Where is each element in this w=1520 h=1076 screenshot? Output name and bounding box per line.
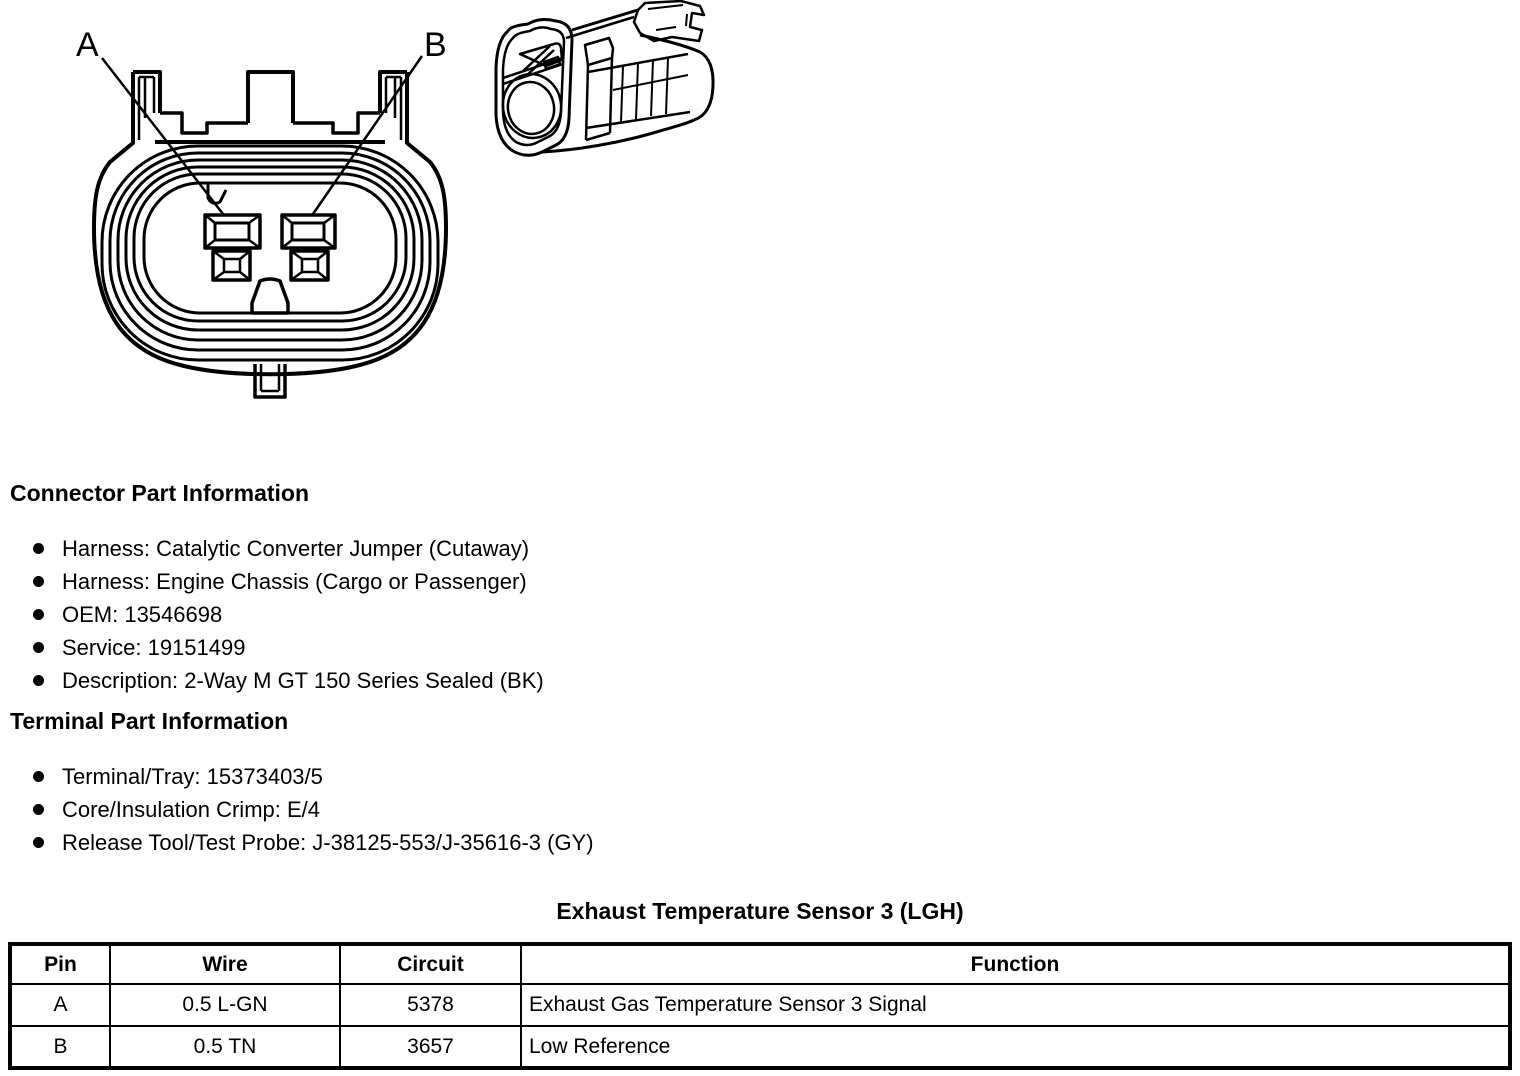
index-slot-a bbox=[213, 251, 250, 280]
column-header-wire: Wire bbox=[110, 944, 340, 984]
terminal-cavity-b bbox=[282, 215, 335, 248]
bottom-tab bbox=[255, 364, 285, 397]
pinout-table-title: Exhaust Temperature Sensor 3 (LGH) bbox=[556, 898, 964, 924]
terminal-part-info-list bbox=[0, 760, 594, 859]
column-header-circuit: Circuit bbox=[340, 944, 521, 984]
pin-label-b: B bbox=[424, 26, 447, 64]
pinout-table bbox=[8, 942, 1512, 1070]
table-header-row bbox=[10, 944, 1510, 984]
leader-line-a bbox=[102, 58, 223, 214]
cell-function: Exhaust Gas Temperature Sensor 3 Signal bbox=[521, 984, 1510, 1026]
connector-side-diagram bbox=[488, 0, 723, 168]
list-item: Release Tool/Test Probe: J-38125-553/J-35616-3 (GY) bbox=[0, 826, 594, 859]
connector-part-info-heading: Connector Part Information bbox=[10, 480, 310, 506]
table-row bbox=[10, 984, 1510, 1026]
table-row bbox=[10, 1026, 1510, 1068]
list-item: Service: 19151499 bbox=[0, 631, 544, 664]
cell-circuit: 3657 bbox=[340, 1026, 521, 1068]
list-item: Core/Insulation Crimp: E/4 bbox=[0, 793, 594, 826]
cell-wire: 0.5 TN bbox=[110, 1026, 340, 1068]
pin-label-a: A bbox=[76, 26, 99, 64]
list-item: Harness: Engine Chassis (Cargo or Passenger) bbox=[0, 565, 544, 598]
list-item: Harness: Catalytic Converter Jumper (Cutaway) bbox=[0, 532, 544, 565]
terminal-cavity-a bbox=[205, 215, 260, 248]
column-header-function: Function bbox=[521, 944, 1510, 984]
terminal-part-info-heading: Terminal Part Information bbox=[10, 708, 289, 734]
cell-wire: 0.5 L-GN bbox=[110, 984, 340, 1026]
column-header-pin: Pin bbox=[10, 944, 110, 984]
side-view-lines bbox=[496, 1, 713, 155]
connector-part-info-list bbox=[0, 532, 544, 697]
connector-face-diagram bbox=[60, 0, 460, 410]
cell-pin: A bbox=[10, 984, 110, 1026]
cell-function: Low Reference bbox=[521, 1026, 1510, 1068]
index-slot-b bbox=[291, 251, 328, 280]
cell-circuit: 5378 bbox=[340, 984, 521, 1026]
list-item: Terminal/Tray: 15373403/5 bbox=[0, 760, 594, 793]
keyway bbox=[252, 279, 288, 313]
list-item: OEM: 13546698 bbox=[0, 598, 544, 631]
list-item: Description: 2-Way M GT 150 Series Sealed (BK) bbox=[0, 664, 544, 697]
cell-pin: B bbox=[10, 1026, 110, 1068]
seal-rings bbox=[102, 146, 438, 360]
